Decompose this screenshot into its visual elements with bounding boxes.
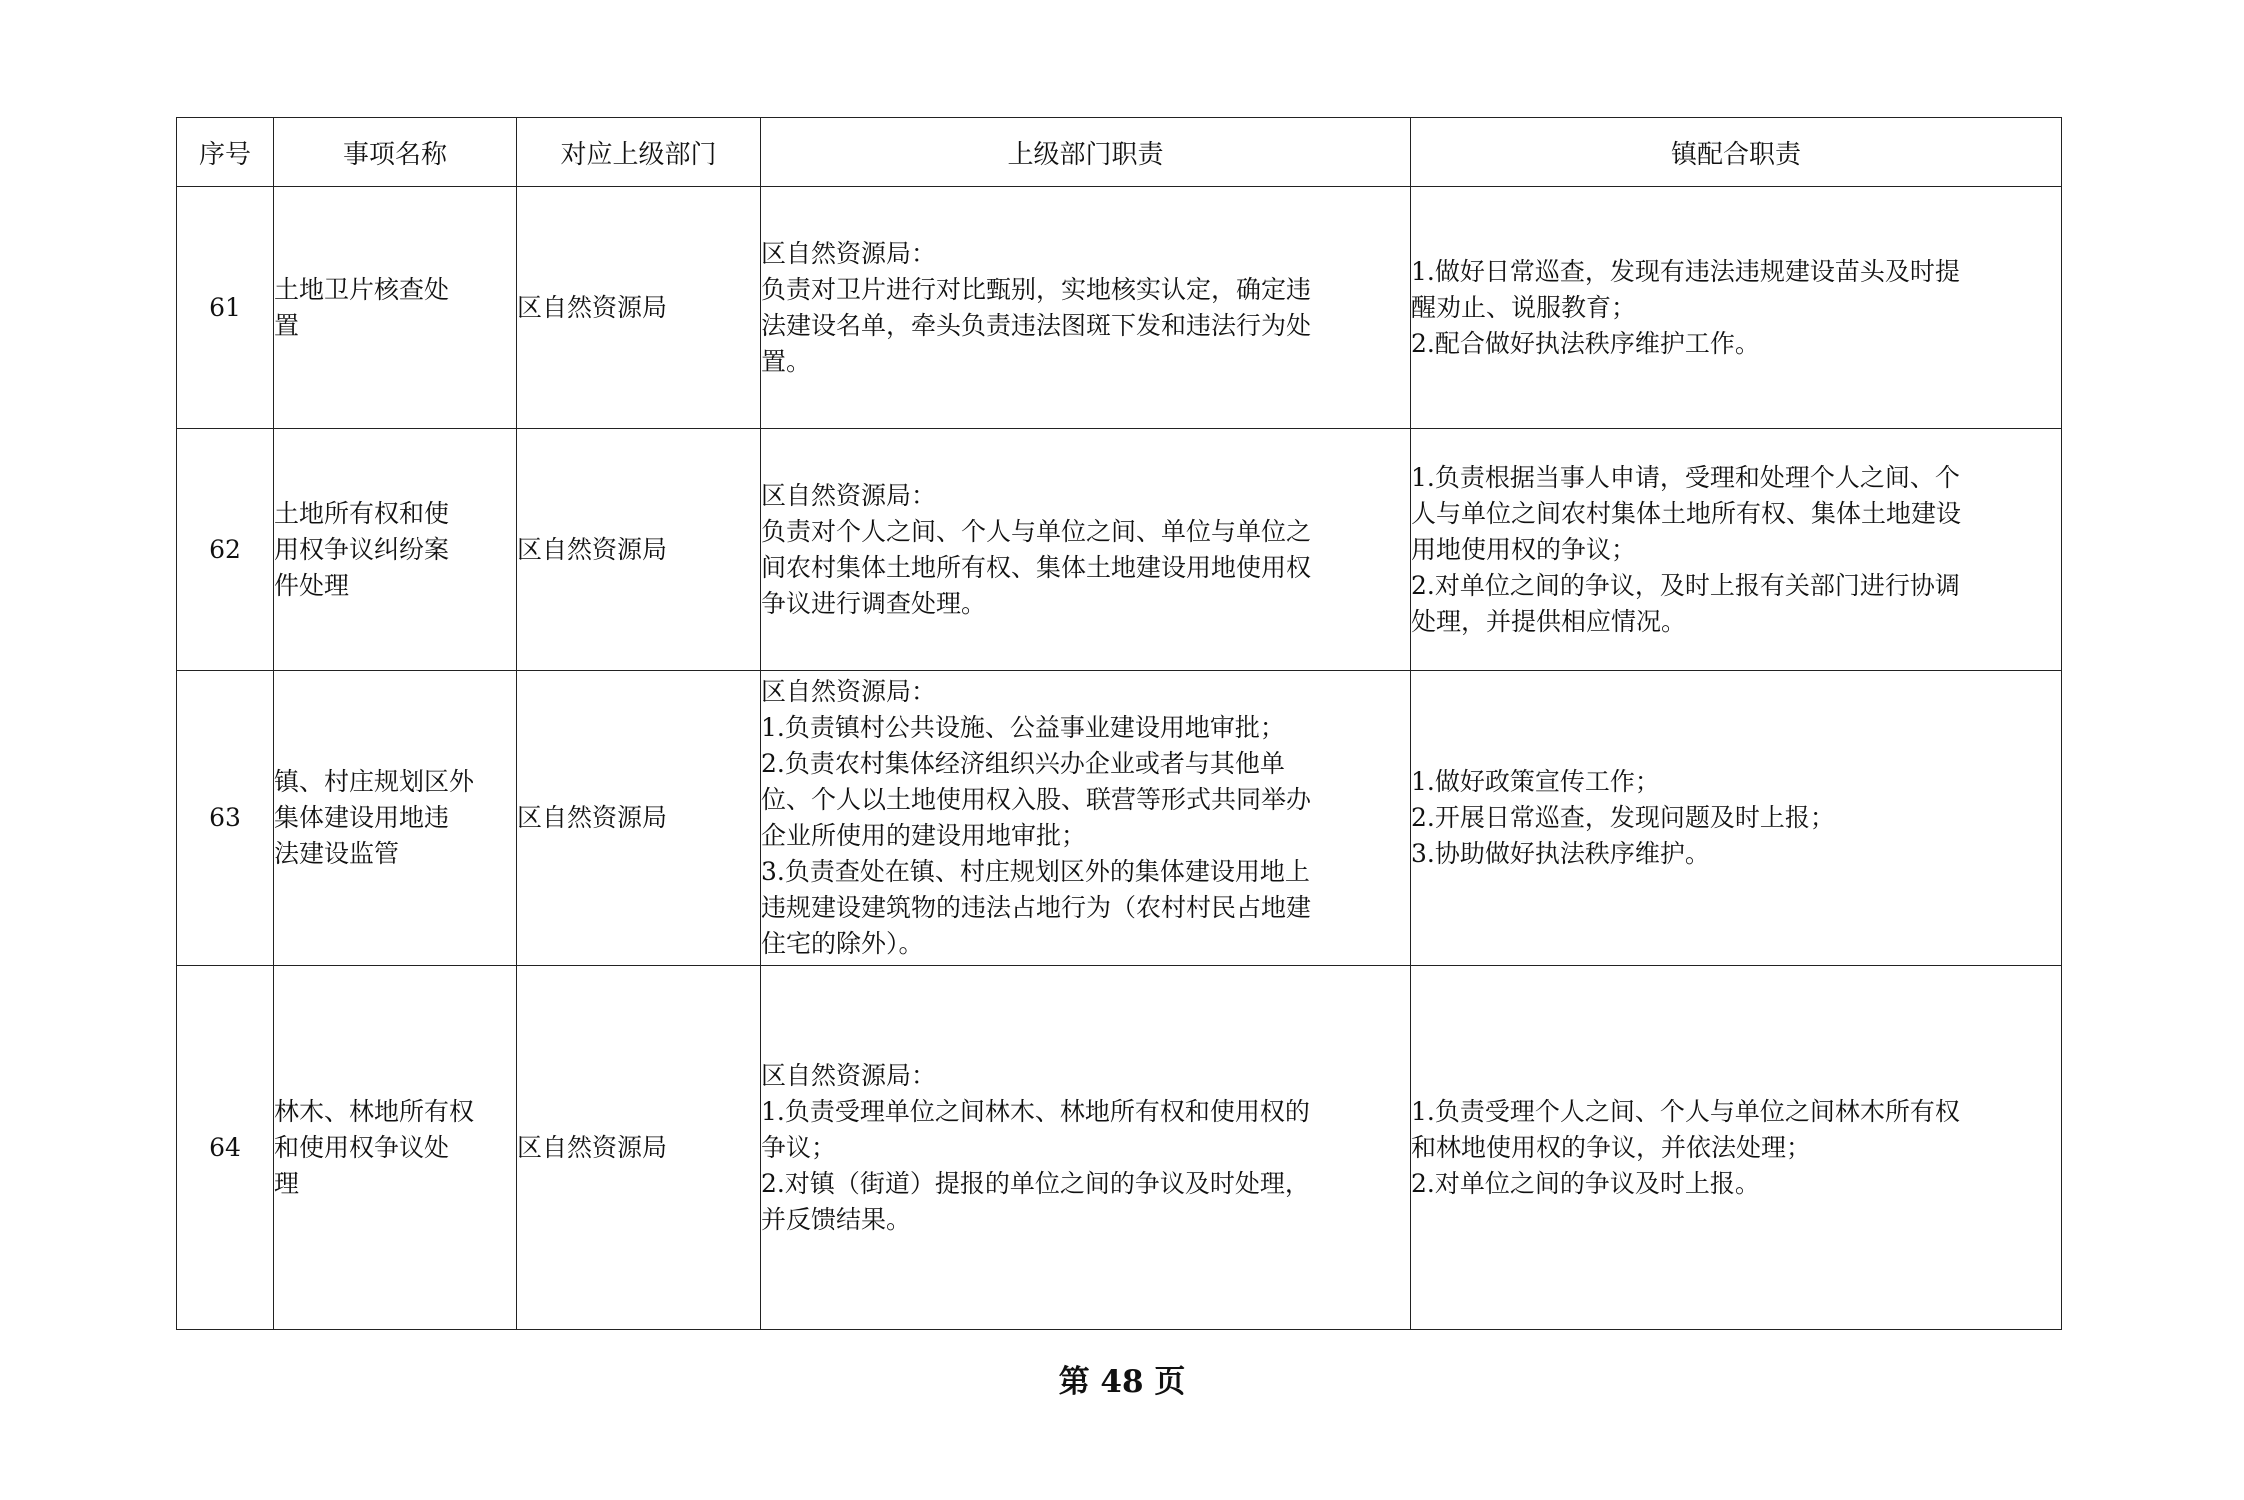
text-line: 置 [274,310,300,340]
text-line: 2.配合做好执法秩序维护工作。 [1411,328,1760,358]
page-number: 第 48 页 [1058,1364,1186,1400]
cell-dept: 区自然资源局 [517,671,761,966]
text-line: 1.负责受理个人之间、个人与单位之间林木所有权 [1411,1096,1960,1126]
text-line: 件处理 [274,570,350,600]
text-line: 2.对单位之间的争议及时上报。 [1411,1168,1760,1198]
text-line: 镇、村庄规划区外 [274,767,475,796]
text-line: 区自然资源局： [761,238,937,268]
header-item-name: 事项名称 [274,118,517,187]
text-line: 争议； [761,1132,837,1162]
text-line: 1.负责根据当事人申请，受理和处理个人之间、个 [1411,462,1960,492]
cell-seq: 62 [177,429,274,671]
text-line: 理 [274,1168,300,1198]
text-line: 企业所使用的建设用地审批； [761,821,1087,850]
cell-town-duty [1411,187,2062,429]
text-line: 住宅的除外）。 [761,929,924,958]
text-line: 用权争议纠纷案 [274,534,450,564]
text-line: 区自然资源局： [761,1060,937,1090]
cell-dept: 区自然资源局 [517,966,761,1330]
header-town-duty: 镇配合职责 [1411,118,2062,187]
cell-seq: 61 [177,187,274,429]
text-line: 林木、林地所有权 [274,1096,475,1126]
text-line: 2.负责农村集体经济组织兴办企业或者与其他单 [761,749,1285,778]
table-header-row [177,118,2062,187]
table-row [177,966,2062,1330]
cell-dept: 区自然资源局 [517,429,761,671]
text-line: 用地使用权的争议； [1411,534,1637,564]
text-line: 人与单位之间农村集体土地所有权、集体土地建设 [1411,498,1962,528]
cell-dept-duty [761,966,1411,1330]
text-line: 3.负责查处在镇、村庄规划区外的集体建设用地上 [761,857,1310,886]
cell-item-name [274,187,517,429]
text-line: 1.负责镇村公共设施、公益事业建设用地审批； [761,713,1285,742]
text-line: 2.开展日常巡查，发现问题及时上报； [1411,803,1835,832]
text-line: 负责对卫片进行对比甄别，实地核实认定，确定违 [761,274,1312,304]
text-line: 1.做好日常巡查，发现有违法违规建设苗头及时提 [1411,256,1960,286]
text-line: 间农村集体土地所有权、集体土地建设用地使用权 [761,552,1312,582]
cell-item-name [274,671,517,966]
text-line: 和林地使用权的争议，并依法处理； [1411,1132,1812,1162]
table-row [177,187,2062,429]
table-row [177,671,2062,966]
text-line: 违规建设建筑物的违法占地行为（农村村民占地建 [761,893,1312,922]
header-seq: 序号 [177,118,274,187]
cell-dept-duty [761,187,1411,429]
text-line: 处理，并提供相应情况。 [1411,606,1687,636]
text-line: 土地所有权和使 [274,498,450,528]
table-row [177,429,2062,671]
cell-dept: 区自然资源局 [517,187,761,429]
text-line: 醒劝止、说服教育； [1411,292,1637,322]
cell-town-duty [1411,429,2062,671]
text-line: 3.协助做好执法秩序维护。 [1411,839,1710,868]
cell-seq: 63 [177,671,274,966]
text-line: 争议进行调查处理。 [761,588,987,618]
text-line: 置。 [761,346,812,376]
cell-town-duty [1411,671,2062,966]
text-line: 位、个人以土地使用权入股、联营等形式共同举办 [761,785,1312,814]
cell-item-name [274,429,517,671]
cell-item-name [274,966,517,1330]
text-line: 2.对单位之间的争议，及时上报有关部门进行协调 [1411,570,1960,600]
text-line: 区自然资源局： [761,480,937,510]
text-line: 集体建设用地违 [274,803,450,832]
text-line: 2.对镇（街道）提报的单位之间的争议及时处理， [761,1168,1310,1198]
cell-seq: 64 [177,966,274,1330]
text-line: 法建设名单，牵头负责违法图斑下发和违法行为处 [761,310,1312,340]
text-line: 1.做好政策宣传工作； [1411,767,1660,796]
text-line: 法建设监管 [274,839,400,868]
cell-town-duty [1411,966,2062,1330]
cell-dept-duty [761,671,1411,966]
table-body [177,187,2062,1330]
text-line: 区自然资源局： [761,677,937,706]
responsibility-table [176,117,2062,1330]
text-line: 负责对个人之间、个人与单位之间、单位与单位之 [761,516,1312,546]
text-line: 土地卫片核查处 [274,274,450,304]
text-line: 和使用权争议处 [274,1132,450,1162]
header-dept-duty: 上级部门职责 [761,118,1411,187]
cell-dept-duty [761,429,1411,671]
header-dept: 对应上级部门 [517,118,761,187]
text-line: 1.负责受理单位之间林木、林地所有权和使用权的 [761,1096,1310,1126]
text-line: 并反馈结果。 [761,1204,912,1234]
